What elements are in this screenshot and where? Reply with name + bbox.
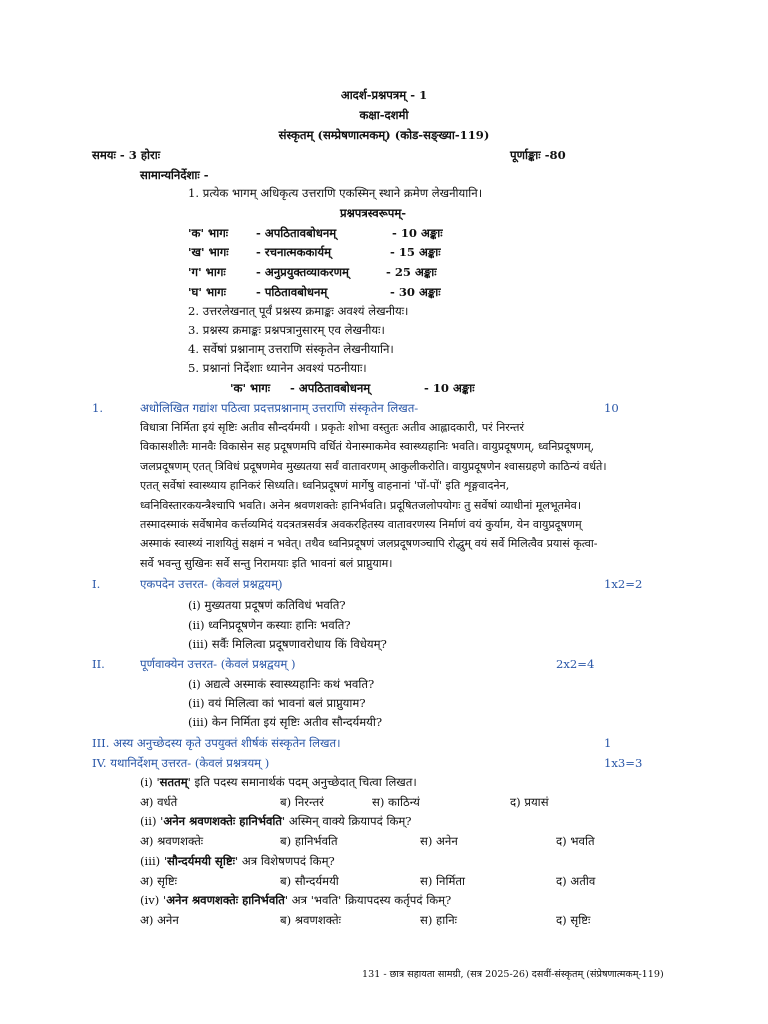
option: द) भवति xyxy=(556,834,595,848)
section-gha-name: - पठितावबोधनम् xyxy=(256,285,328,299)
passage-line: सर्वे भवन्तु सुखिनः सर्वे सन्तु निरामयाः इति भावनां बलं प्राप्नुयाम। xyxy=(140,556,393,570)
passage-line: विकासशीलैः मानवैः विकासेन सह प्रदूषणमपि वर्धितं येनास्माकमेव स्वास्थ्यहानिः भवति। वायुप्रदूषणम्, ध्वनिप्रदूषणम्, xyxy=(140,440,595,454)
option: अ) श्रवणशक्तेः xyxy=(140,834,204,848)
part-ka-label: 'क' भागः xyxy=(230,381,271,395)
max-marks-label: पूर्णाङ्काः -80 xyxy=(510,148,566,162)
instruction-1: 1. प्रत्येक भागम् अधिकृत्य उत्तराणि एकस्मिन् स्थाने क्रमेण लेखनीयानि। xyxy=(188,186,483,200)
passage-line: तस्मादस्माकं सर्वेषामेव कर्त्तव्यमिदं यदत्रतत्रसर्वत्र अवकरहितस्य वातावरणस्य निर्माणं वयं कुर्याम, येन वायुप्रदूषणम् xyxy=(140,518,582,532)
instruction-5: 5. प्रश्नानां निर्देशाः ध्यानेन अवश्यं पठनीयाः। xyxy=(188,361,367,375)
section-kha-part: 'ख' भागः xyxy=(188,245,229,259)
option: ब) श्रवणशक्तेः xyxy=(280,913,341,927)
qIV-iv-question: (iv) 'अनेन श्रवणशक्तेः हानिर्भवति' अत्र 'भवति' क्रियापदस्य कर्तृपदं किम्? xyxy=(140,893,452,907)
option: स) निर्मिता xyxy=(420,874,466,888)
part-ka-name: - अपठितावबोधनम् xyxy=(290,381,371,395)
section-ka-name: - अपठितावबोधनम् xyxy=(256,226,337,240)
option: द) अतीव xyxy=(556,874,596,888)
instruction-2: 2. उत्तरलेखनात् पूर्वं प्रश्नस्य क्रमाङ्कः अवश्यं लेखनीयः। xyxy=(188,304,409,318)
qIV-i-question: (i) 'सततम्' इति पदस्य समानार्थकं पदम् अनुच्छेदात् चित्वा लिखत। xyxy=(140,775,417,789)
qI-item: (ii) ध्वनिप्रदूषणेन कस्याः हानिः भवति? xyxy=(188,618,351,632)
qI-item: (i) मुख्यतया प्रदूषणं कतिविधं भवति? xyxy=(188,598,346,612)
option: अ) सृष्टिः xyxy=(140,874,178,888)
qII-item: (i) अद्यत्वे अस्माकं स्वास्थ्यहानिः कथं भवति? xyxy=(188,677,375,691)
qII-marks: 2x2=4 xyxy=(556,657,595,671)
section-ga-name: - अनुप्रयुक्तव्याकरणम् xyxy=(256,265,349,279)
option: ब) निरन्तरं xyxy=(280,795,324,809)
option: द) प्रयासं xyxy=(510,795,549,809)
option: स) काठिन्यं xyxy=(372,795,420,809)
option: स) हानिः xyxy=(420,913,457,927)
passage-line: विधात्रा निर्मिता इयं सृष्टिः अतीव सौन्दर्यमयी । प्रकृतेः शोभा वस्तुतः अतीव आह्लादकारी, परं निरन्तरं xyxy=(140,421,525,434)
passage-line: जलप्रदूषणम् एतत् त्रिविधं प्रदूषणमेव मुख्यतया सर्वं वातावरणम् आकुलीकरोति। वायुप्रदूषणेन श्वासग्रहणे काठिन्यं वर्धते। xyxy=(140,459,607,473)
instruction-3: 3. प्रश्नस्य क्रमाङ्कः प्रश्नपत्रानुसारम् एव लेखनीयः। xyxy=(188,323,385,337)
section-ka-marks: - 10 अङ्काः xyxy=(392,226,443,240)
q1-number: 1. xyxy=(92,401,104,415)
qI-item: (iii) सर्वैः मिलित्वा प्रदूषणावरोधाय किं विधेयम्? xyxy=(188,637,387,651)
qI-marks: 1x2=2 xyxy=(604,577,643,591)
format-heading: प्रश्नपत्रस्वरूपम्- xyxy=(340,206,407,220)
qI-number: I. xyxy=(92,577,101,591)
class-label: कक्षा-दशमी xyxy=(359,108,409,122)
option: द) सृष्टिः xyxy=(556,913,591,927)
qIII-text: III. अस्य अनुच्छेदस्य कृते उपयुक्तं शीर्षकं संस्कृतेन लिखत। xyxy=(92,736,341,750)
section-ka-part: 'क' भागः xyxy=(188,226,229,240)
passage-line: ध्वनिविस्तारकयन्त्रैश्चापि भवति। अनेन श्रवणशक्तेः हानिर्भवति। प्रदूषितजलोपयोगः तु सर्वेषां व्याधीनां मूलभूतमेव। xyxy=(140,498,582,512)
option: अ) अनेन xyxy=(140,913,179,927)
option: ब) सौन्दर्यमयी xyxy=(280,874,339,888)
reading-passage xyxy=(140,418,676,573)
section-gha-part: 'घ' भागः xyxy=(188,285,227,299)
option: स) अनेन xyxy=(420,834,458,848)
qII-item: (iii) केन निर्मिता इयं सृष्टिः अतीव सौन्दर्यमयी? xyxy=(188,715,383,729)
qII-item: (ii) वयं मिलित्वा कां भावनां बलं प्राप्नुयाम? xyxy=(188,696,366,710)
option: ब) हानिर्भवति xyxy=(280,834,338,848)
qII-text: पूर्णवाक्येन उत्तरत- (केवलं प्रश्नद्वयम् ) xyxy=(140,657,296,671)
qIV-text: IV. यथानिर्देशम् उत्तरत- (केवलं प्रश्नत्रयम् ) xyxy=(92,756,270,770)
time-label: समयः - 3 होराः xyxy=(92,148,161,162)
qIV-ii-question: (ii) 'अनेन श्रवणशक्तेः हानिर्भवति' अस्मिन् वाक्ये क्रियापदं किम्? xyxy=(140,814,412,828)
qIV-marks: 1x3=3 xyxy=(604,756,643,770)
passage-line: एतत् सर्वेषां स्वास्थ्याय हानिकरं सिध्यति। ध्वनिप्रदूषणं मार्गेषु वाहनानां 'पों-पों' इति शृङ्गवादनेन, xyxy=(140,479,510,493)
part-ka-marks: - 10 अङ्काः xyxy=(424,381,475,395)
option: अ) वर्धते xyxy=(140,795,178,809)
instructions-heading: सामान्यनिर्देशाः - xyxy=(140,168,209,182)
paper-title: आदर्श-प्रश्नपत्रम् - 1 xyxy=(340,88,428,102)
section-ga-part: 'ग' भागः xyxy=(188,265,226,279)
qIV-iii-question: (iii) 'सौन्दर्यमयी सृष्टिः' अत्र विशेषणपदं किम्? xyxy=(140,854,335,868)
qI-text: एकपदेन उत्तरत- (केवलं प्रश्नद्वयम्) xyxy=(140,577,283,591)
subject-label: संस्कृतम् (सम्प्रेषणात्मकम्) (कोड-सङ्ख्या-119) xyxy=(278,128,490,142)
page-footer: 131 - छात्र सहायता सामग्री, (सत्र 2025-26) दसवीं-संस्कृतम् (संप्रेषणात्मकम्-119) xyxy=(362,969,664,980)
instruction-4: 4. सर्वेषां प्रश्नानाम् उत्तराणि संस्कृतेन लेखनीयानि। xyxy=(188,342,394,356)
section-ga-marks: - 25 अङ्काः xyxy=(386,265,437,279)
qIII-marks: 1 xyxy=(604,736,612,750)
qII-number: II. xyxy=(92,657,105,671)
section-kha-name: - रचनात्मककार्यम् xyxy=(256,245,332,259)
section-kha-marks: - 15 अङ्काः xyxy=(390,245,441,259)
q1-marks: 10 xyxy=(604,401,619,415)
q1-text: अधोलिखित गद्यांश पठित्वा प्रदत्तप्रश्नानाम् उत्तराणि संस्कृतेन लिखत- xyxy=(140,401,419,415)
section-gha-marks: - 30 अङ्काः xyxy=(390,285,441,299)
passage-line: अस्माकं स्वास्थ्यं नाशयितुं सक्षमं न भवेत्। तथैव ध्वनिप्रदूषणं जलप्रदूषणञ्चापि रोद्धुम् वयं सर्वे मिलित्वैव प्रयासं कृत्वा- xyxy=(140,537,598,551)
